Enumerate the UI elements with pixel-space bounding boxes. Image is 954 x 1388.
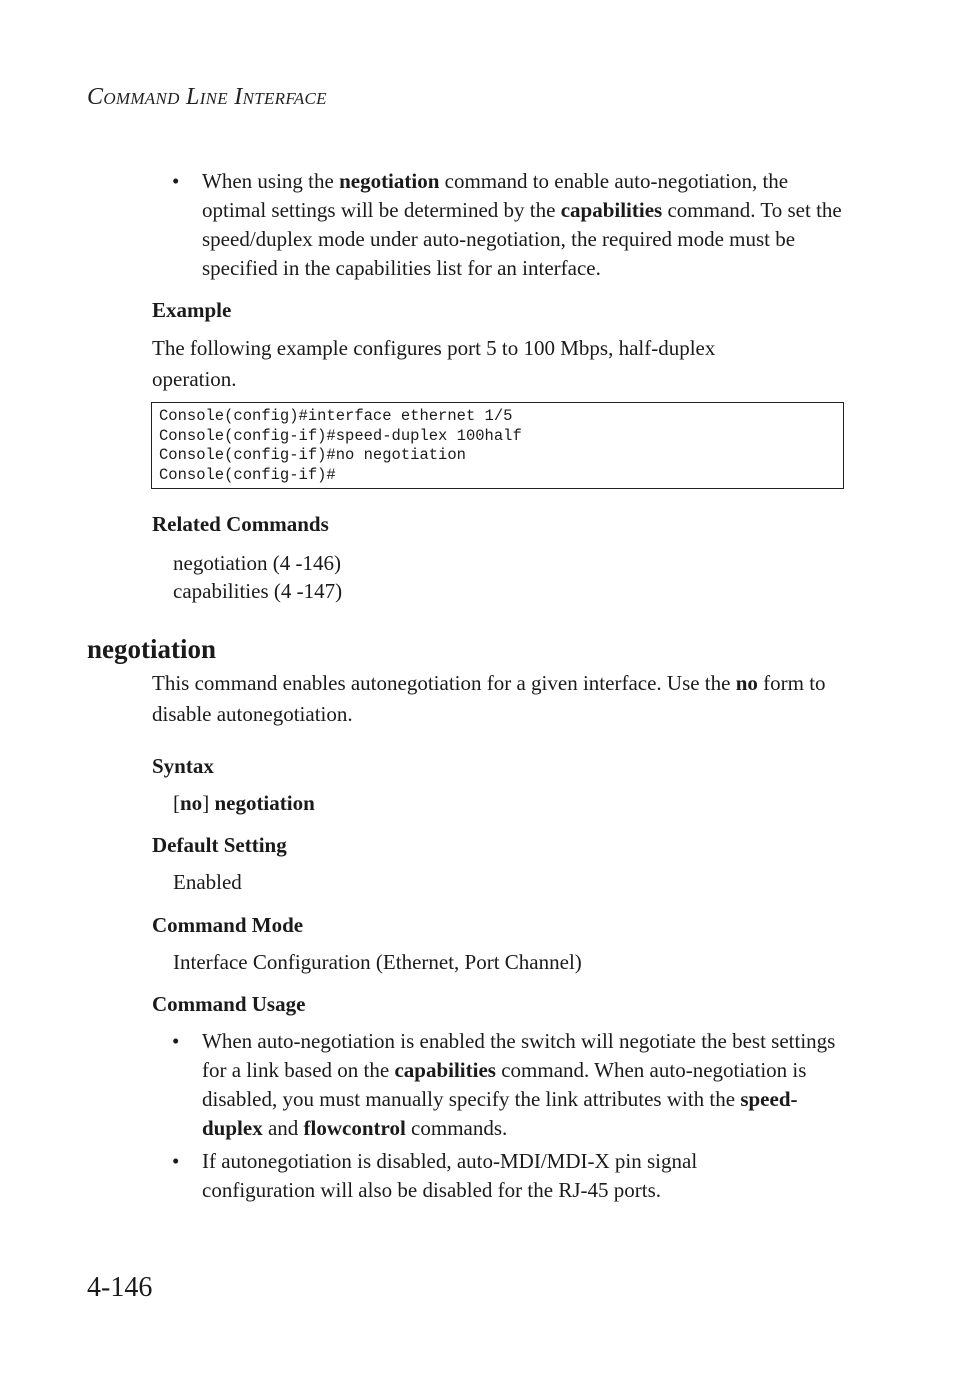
syntax-heading: Syntax [152, 754, 214, 778]
usage-bullet: • If autonegotiation is disabled, auto-MDI/MDI-X pin signal configuration will also be disabled for the RJ-45 ports. [172, 1149, 698, 1202]
section-intro: This command enables autonegotiation for a given interface. Use the no form to disable autonegotiation. [152, 671, 826, 726]
page-number: 4-146 [87, 1272, 153, 1303]
related-command-link[interactable]: capabilities (4 -147) [173, 579, 343, 603]
command-usage-heading: Command Usage [152, 992, 306, 1016]
usage-bullet: • When auto-negotiation is enabled the switch will negotiate the best settings for a link based on the capabilities command. When auto-negotiation is disabled, you must manually specify the link attributes with the speed-duplex and flowcontrol commands. [172, 1029, 836, 1140]
command-usage-list [152, 1027, 852, 1205]
running-header: COMMAND LINE INTERFACE [87, 84, 327, 110]
example-heading: Example [152, 298, 232, 322]
bullet-dot: • [172, 1029, 180, 1053]
code-line: Console(config-if)#speed-duplex 100half [159, 426, 522, 445]
command-mode-heading: Command Mode [152, 913, 304, 937]
syntax-line: [no] negotiation [173, 791, 315, 815]
example-description: The following example configures port 5 to 100 Mbps, half-duplex operation. [152, 336, 716, 391]
command-mode-value: Interface Configuration (Ethernet, Port Channel) [173, 950, 582, 974]
related-commands-heading: Related Commands [152, 512, 329, 536]
usage-bullet-top: • When using the negotiation command to enable auto-negotiation, the optimal settings will be determined by the capabilities command. To set the speed/duplex mode under auto-negotiation, the required mode must be specified in the capabilities list for an interface. [172, 169, 842, 280]
code-line: Console(config-if)# [159, 465, 336, 484]
code-line: Console(config-if)#no negotiation [159, 446, 466, 464]
section-title: negotiation [87, 634, 217, 664]
related-command-link[interactable]: negotiation (4 -146) [173, 551, 341, 575]
bullet-dot: • [172, 169, 180, 193]
default-setting-heading: Default Setting [152, 833, 287, 857]
related-commands-list [173, 549, 342, 605]
bullet-dot: • [172, 1149, 180, 1173]
code-example [151, 402, 844, 489]
code-line: Console(config)#interface ethernet 1/5 [159, 407, 513, 425]
default-setting-value: Enabled [173, 870, 242, 894]
